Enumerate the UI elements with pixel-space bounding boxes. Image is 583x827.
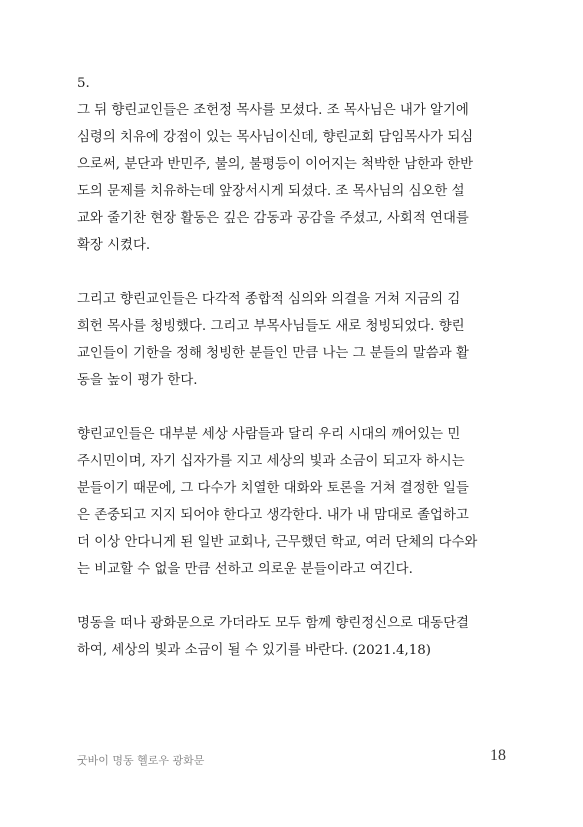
paragraph-line: 확장 시켰다. [77,238,151,253]
paragraph-line: 더 이상 안다니게 된 일반 교회나, 근무했던 학교, 여러 단체의 다수와 [77,535,478,550]
paragraph-line: 분들이기 때문에, 그 다수가 치열한 대화와 토론을 거쳐 결정한 일들 [77,481,469,496]
paragraph-line: 그리고 향린교인들은 다각적 종합적 심의와 의결을 거쳐 지금의 김 [77,292,461,307]
section-number: 5. [77,76,90,91]
paragraph-line: 주시민이며, 자기 십자가를 지고 세상의 빛과 소금이 되고자 하시는 [77,454,465,469]
paragraph-line: 교인들이 기한을 정해 청빙한 분들인 만큼 나는 그 분들의 말씀과 활 [77,346,469,361]
paragraph-line: 으로써, 분단과 반민주, 불의, 불평등이 이어지는 척박한 남한과 한반 [77,157,474,172]
paragraph-4 [77,610,513,664]
paragraph-1 [77,97,513,259]
paragraph-line: 교와 줄기찬 현장 활동은 깊은 감동과 공감을 주셨고, 사회적 연대를 [77,211,469,226]
page-body [77,70,513,691]
paragraph-line: 심령의 치유에 강점이 있는 목사님이신데, 향린교회 담임목사가 되심 [77,130,474,145]
paragraph-line: 는 비교할 수 없을 만큼 선하고 의로운 분들이라고 여긴다. [77,562,413,577]
footer-book-title: 굿바이 명동 헬로우 광화문 [77,754,205,767]
paragraph-2 [77,286,513,394]
page-number: 18 [490,747,506,764]
paragraph-3 [77,421,513,583]
paragraph-line: 명동을 떠나 광화문으로 가더라도 모두 함께 향린정신으로 대동단결 [77,616,469,631]
paragraph-line: 하여, 세상의 빛과 소금이 될 수 있기를 바란다. (2021.4,18) [77,643,431,658]
paragraph-line: 도의 문제를 치유하는데 앞장서시게 되셨다. 조 목사님의 심오한 설 [77,184,465,199]
paragraph-line: 향린교인들은 대부분 세상 사람들과 달리 우리 시대의 깨어있는 민 [77,427,461,442]
paragraph-line: 희헌 목사를 청빙했다. 그리고 부목사님들도 새로 청빙되었다. 향린 [77,319,465,334]
paragraph-line: 그 뒤 향린교인들은 조헌정 목사를 모셨다. 조 목사님은 내가 알기에 [77,103,469,118]
paragraph-line: 동을 높이 평가 한다. [77,373,198,388]
paragraph-line: 은 존중되고 지지 되어야 한다고 생각한다. 내가 내 맘대로 졸업하고 [77,508,469,523]
